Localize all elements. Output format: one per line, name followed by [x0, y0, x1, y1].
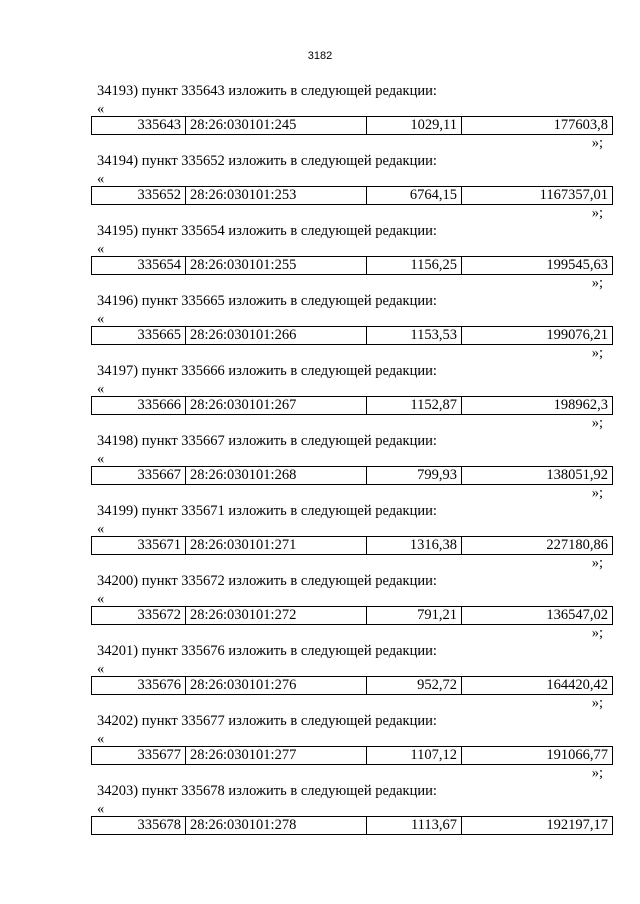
area-cell: 1156,25	[367, 257, 462, 275]
open-quote: «	[97, 381, 105, 397]
open-quote: «	[97, 731, 105, 747]
table-row	[92, 327, 613, 345]
table-row	[92, 677, 613, 695]
cadastral-number-cell: 28:26:030101:267	[186, 397, 367, 415]
cadastral-number-cell: 28:26:030101:266	[186, 327, 367, 345]
amendment-heading: 34200) пункт 335672 изложить в следующей редакции:	[97, 573, 437, 589]
record-table	[91, 396, 613, 415]
open-quote: «	[97, 801, 105, 817]
item-number-cell: 335654	[92, 257, 186, 275]
item-number-cell: 335671	[92, 537, 186, 555]
record-table	[91, 606, 613, 625]
amendment-heading: 34193) пункт 335643 изложить в следующей редакции:	[97, 83, 437, 99]
amendment-heading: 34198) пункт 335667 изложить в следующей редакции:	[97, 433, 437, 449]
item-number-cell: 335652	[92, 187, 186, 205]
close-quote: »;	[591, 765, 603, 781]
table-row	[92, 537, 613, 555]
item-number-cell: 335678	[92, 817, 186, 835]
value-cell: 227180,86	[462, 537, 613, 555]
cadastral-number-cell: 28:26:030101:272	[186, 607, 367, 625]
cadastral-number-cell: 28:26:030101:268	[186, 467, 367, 485]
close-quote: »;	[591, 555, 603, 571]
amendment-heading: 34196) пункт 335665 изложить в следующей редакции:	[97, 293, 437, 309]
area-cell: 1152,87	[367, 397, 462, 415]
open-quote: «	[97, 521, 105, 537]
open-quote: «	[97, 661, 105, 677]
value-cell: 198962,3	[462, 397, 613, 415]
record-table	[91, 536, 613, 555]
item-number-cell: 335676	[92, 677, 186, 695]
area-cell: 952,72	[367, 677, 462, 695]
open-quote: «	[97, 101, 105, 117]
cadastral-number-cell: 28:26:030101:276	[186, 677, 367, 695]
area-cell: 6764,15	[367, 187, 462, 205]
amendment-entry	[0, 573, 640, 643]
value-cell: 164420,42	[462, 677, 613, 695]
area-cell: 1107,12	[367, 747, 462, 765]
amendment-heading: 34203) пункт 335678 изложить в следующей редакции:	[97, 783, 437, 799]
value-cell: 1167357,01	[462, 187, 613, 205]
amendment-entry	[0, 643, 640, 713]
value-cell: 199545,63	[462, 257, 613, 275]
close-quote: »;	[591, 205, 603, 221]
record-table	[91, 816, 613, 835]
value-cell: 192197,17	[462, 817, 613, 835]
open-quote: «	[97, 591, 105, 607]
open-quote: «	[97, 171, 105, 187]
close-quote: »;	[591, 135, 603, 151]
close-quote: »;	[591, 625, 603, 641]
cadastral-number-cell: 28:26:030101:255	[186, 257, 367, 275]
record-table	[91, 116, 613, 135]
table-row	[92, 117, 613, 135]
cadastral-number-cell: 28:26:030101:245	[186, 117, 367, 135]
cadastral-number-cell: 28:26:030101:278	[186, 817, 367, 835]
table-row	[92, 187, 613, 205]
item-number-cell: 335672	[92, 607, 186, 625]
area-cell: 1029,11	[367, 117, 462, 135]
area-cell: 791,21	[367, 607, 462, 625]
item-number-cell: 335643	[92, 117, 186, 135]
amendment-entry	[0, 153, 640, 223]
amendment-heading: 34201) пункт 335676 изложить в следующей редакции:	[97, 643, 437, 659]
close-quote: »;	[591, 345, 603, 361]
table-row	[92, 257, 613, 275]
table-row	[92, 817, 613, 835]
item-number-cell: 335677	[92, 747, 186, 765]
close-quote: »;	[591, 415, 603, 431]
amendment-heading: 34202) пункт 335677 изложить в следующей редакции:	[97, 713, 437, 729]
area-cell: 1316,38	[367, 537, 462, 555]
amendment-heading: 34194) пункт 335652 изложить в следующей редакции:	[97, 153, 437, 169]
amendment-heading: 34197) пункт 335666 изложить в следующей редакции:	[97, 363, 437, 379]
close-quote: »;	[591, 275, 603, 291]
value-cell: 136547,02	[462, 607, 613, 625]
table-row	[92, 397, 613, 415]
value-cell: 177603,8	[462, 117, 613, 135]
item-number-cell: 335667	[92, 467, 186, 485]
item-number-cell: 335666	[92, 397, 186, 415]
open-quote: «	[97, 451, 105, 467]
amendment-entry	[0, 503, 640, 573]
record-table	[91, 746, 613, 765]
value-cell: 199076,21	[462, 327, 613, 345]
table-row	[92, 607, 613, 625]
amendment-entry	[0, 83, 640, 153]
amendment-heading: 34195) пункт 335654 изложить в следующей редакции:	[97, 223, 437, 239]
table-row	[92, 747, 613, 765]
item-number-cell: 335665	[92, 327, 186, 345]
amendment-list	[0, 83, 640, 853]
record-table	[91, 186, 613, 205]
record-table	[91, 326, 613, 345]
record-table	[91, 466, 613, 485]
record-table	[91, 676, 613, 695]
area-cell: 1113,67	[367, 817, 462, 835]
area-cell: 799,93	[367, 467, 462, 485]
page-number: 3182	[307, 50, 333, 62]
open-quote: «	[97, 311, 105, 327]
cadastral-number-cell: 28:26:030101:253	[186, 187, 367, 205]
amendment-entry	[0, 363, 640, 433]
close-quote: »;	[591, 485, 603, 501]
amendment-entry	[0, 783, 640, 853]
open-quote: «	[97, 241, 105, 257]
amendment-entry	[0, 433, 640, 503]
area-cell: 1153,53	[367, 327, 462, 345]
close-quote: »;	[591, 695, 603, 711]
value-cell: 138051,92	[462, 467, 613, 485]
amendment-heading: 34199) пункт 335671 изложить в следующей редакции:	[97, 503, 437, 519]
cadastral-number-cell: 28:26:030101:271	[186, 537, 367, 555]
cadastral-number-cell: 28:26:030101:277	[186, 747, 367, 765]
record-table	[91, 256, 613, 275]
table-row	[92, 467, 613, 485]
value-cell: 191066,77	[462, 747, 613, 765]
amendment-entry	[0, 713, 640, 783]
amendment-entry	[0, 223, 640, 293]
amendment-entry	[0, 293, 640, 363]
